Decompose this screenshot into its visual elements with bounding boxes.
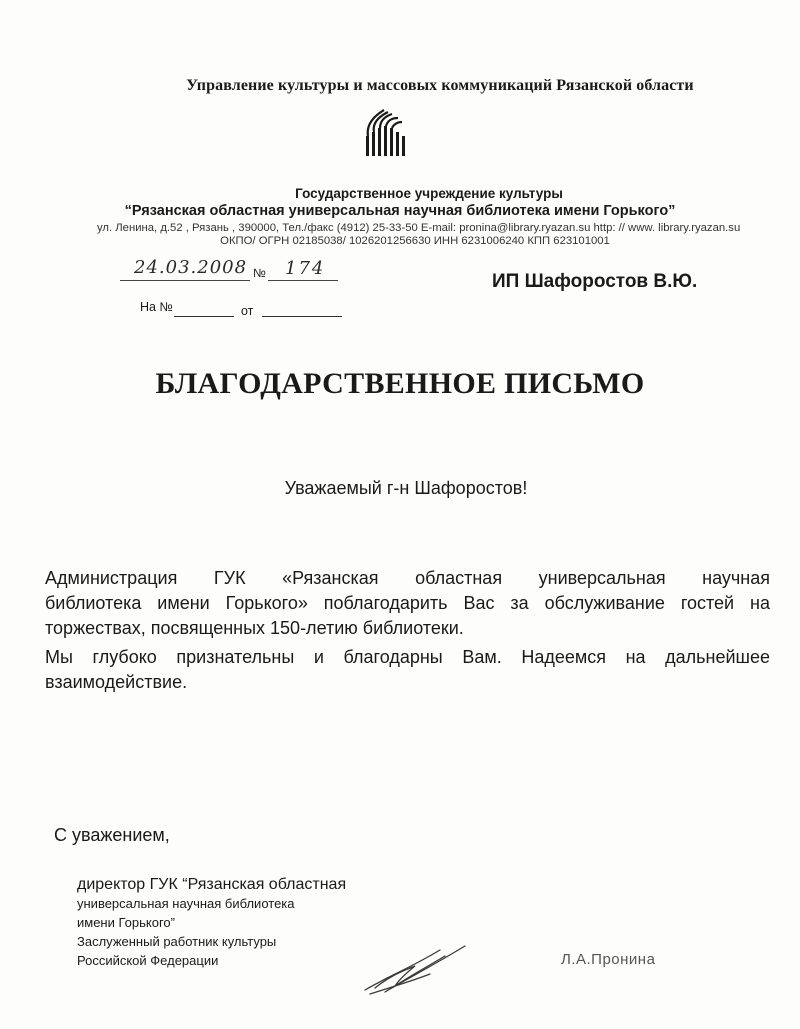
outgoing-number: 174 [285,258,326,279]
number-sign: № [253,266,266,280]
ministry-header: Управление культуры и массовых коммуникаций Рязанской области [186,77,694,94]
number-underline [268,280,338,281]
reference-date-blank [262,316,342,317]
org-codes: ОКПО/ ОГРН 02185038/ 1026201256630 ИНН 6231006240 КПП 623101001 [220,235,610,247]
outgoing-date: 24.03.2008 [134,257,248,278]
signatory-line-2: универсальная научная библиотека [77,896,295,911]
signatory-country: Российской Федерации [77,953,219,968]
body-paragraph-1-line-1: Администрация ГУК «Рязанская областная универсальная научная [45,568,770,588]
org-address: ул. Ленина, д.52 , Рязань , 390000, Тел./факс (4912) 25-33-50 E-mail: pronina@library.ryazan.su http: // www. library.ryazan.su [97,222,741,234]
reference-label: На № [140,300,173,314]
body-paragraph-1-line-2: библиотека имени Горького» поблагодарить Вас за обслуживание гостей на [45,593,770,613]
handwritten-signature [355,928,475,998]
org-type: Государственное учреждение культуры [295,186,563,201]
signatory-line-3: имени Горького” [77,915,175,930]
reference-number-blank [174,316,234,317]
library-logo-icon [360,106,410,158]
date-underline [120,280,250,281]
signatory-honor: Заслуженный работник культуры [77,934,277,949]
reference-from-label: от [241,304,254,318]
salutation: Уважаемый г-н Шафоростов! [284,478,528,498]
body-paragraph-2-line-1: Мы глубоко признательны и благодарны Вам. Надеемся на дальнейшее [45,647,770,667]
recipient: ИП Шафоростов В.Ю. [492,271,698,292]
closing-phrase: С уважением, [54,825,170,845]
signatory-block [77,875,346,970]
signatory-title: директор ГУК “Рязанская областная [77,876,347,893]
body-paragraph-2-line-2: взаимодействие. [45,672,188,692]
body-paragraph-1-line-3: торжествах, посвященных 150-летию библиотеки. [45,618,464,638]
letter-title: БЛАГОДАРСТВЕННОЕ ПИСЬМО [155,367,645,400]
signatory-name: Л.А.Пронина [561,951,656,968]
org-name: “Рязанская областная универсальная научная библиотека имени Горького” [124,203,676,219]
letter-body [45,566,770,695]
